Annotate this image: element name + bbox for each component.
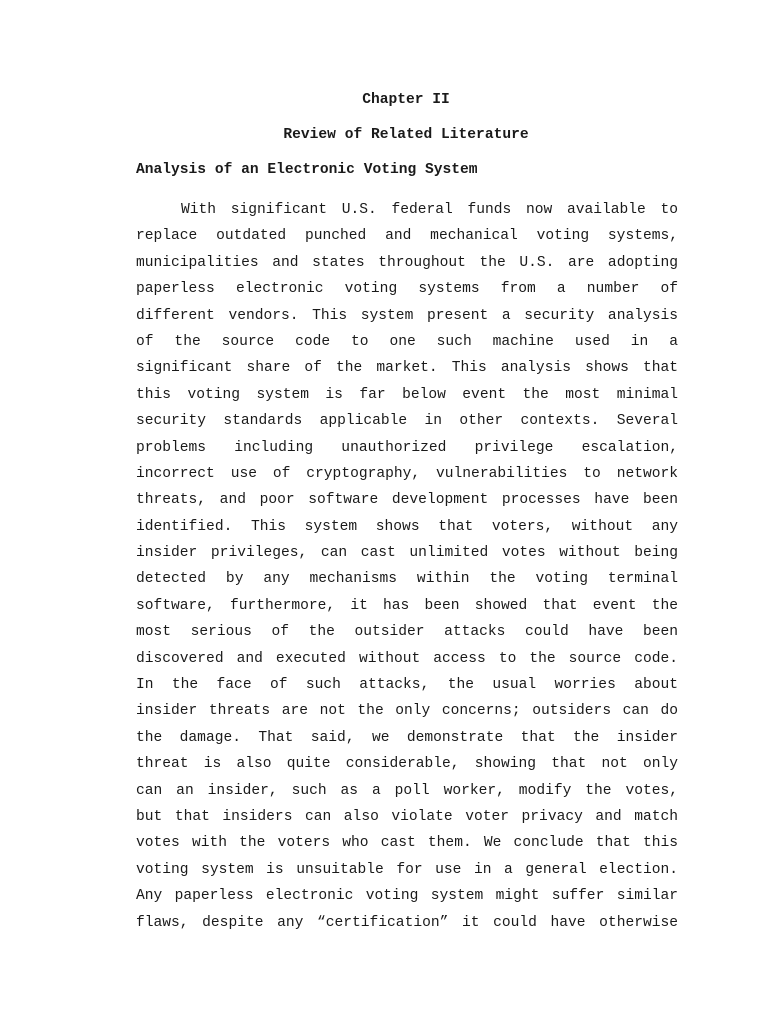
- paragraph-line: With significant U.S. federal funds now available to: [181, 202, 678, 218]
- paragraph-line: In the face of such attacks, the usual worries about: [136, 677, 678, 694]
- section-heading: Analysis of an Electronic Voting System: [136, 162, 478, 178]
- paragraph-line: municipalities and states throughout the U.S. are adopting: [136, 254, 678, 271]
- paragraph-line: Any paperless electronic voting system might suffer similar: [136, 888, 678, 905]
- paragraph-line: of the source code to one such machine used in a: [136, 333, 678, 350]
- chapter-title: Review of Related Literature: [283, 127, 529, 143]
- paragraph-line: this voting system is far below event the most minimal: [136, 386, 678, 403]
- paragraph-line: problems including unauthorized privilege escalation,: [136, 439, 678, 456]
- body-paragraph: [136, 197, 678, 936]
- paragraph-line: threat is also quite considerable, showing that not only: [136, 756, 678, 773]
- paragraph-line: insider privileges, can cast unlimited votes without being: [136, 545, 678, 562]
- paragraph-line: the damage. That said, we demonstrate that the insider: [136, 729, 678, 746]
- chapter-heading: Chapter II: [362, 92, 450, 108]
- paragraph-line: most serious of the outsider attacks could have been: [136, 624, 678, 641]
- paragraph-line: software, furthermore, it has been showed that event the: [136, 597, 678, 614]
- paragraph-line: voting system is unsuitable for use in a general election.: [136, 861, 678, 878]
- paragraph-line: discovered and executed without access to the source code.: [136, 650, 678, 667]
- paragraph-line: flaws, despite any “certification” it could have otherwise: [136, 914, 678, 931]
- paragraph-line: insider threats are not the only concerns; outsiders can do: [136, 703, 678, 720]
- paragraph-line: but that insiders can also violate voter privacy and match: [136, 808, 678, 825]
- paragraph-line: votes with the voters who cast them. We conclude that this: [136, 835, 678, 852]
- paragraph-line: incorrect use of cryptography, vulnerabilities to network: [136, 465, 678, 482]
- paragraph-line: different vendors. This system present a security analysis: [136, 307, 678, 324]
- paragraph-line: can an insider, such as a poll worker, modify the votes,: [136, 782, 678, 799]
- paragraph-line: identified. This system shows that voters, without any: [136, 518, 678, 535]
- paragraph-line: detected by any mechanisms within the voting terminal: [136, 571, 678, 588]
- paragraph-line: paperless electronic voting systems from a number of: [136, 281, 678, 298]
- paragraph-line: threats, and poor software development processes have been: [136, 492, 678, 509]
- paragraph-line: security standards applicable in other contexts. Several: [136, 413, 678, 430]
- paragraph-line: significant share of the market. This analysis shows that: [136, 360, 678, 377]
- paragraph-line: replace outdated punched and mechanical voting systems,: [136, 228, 678, 245]
